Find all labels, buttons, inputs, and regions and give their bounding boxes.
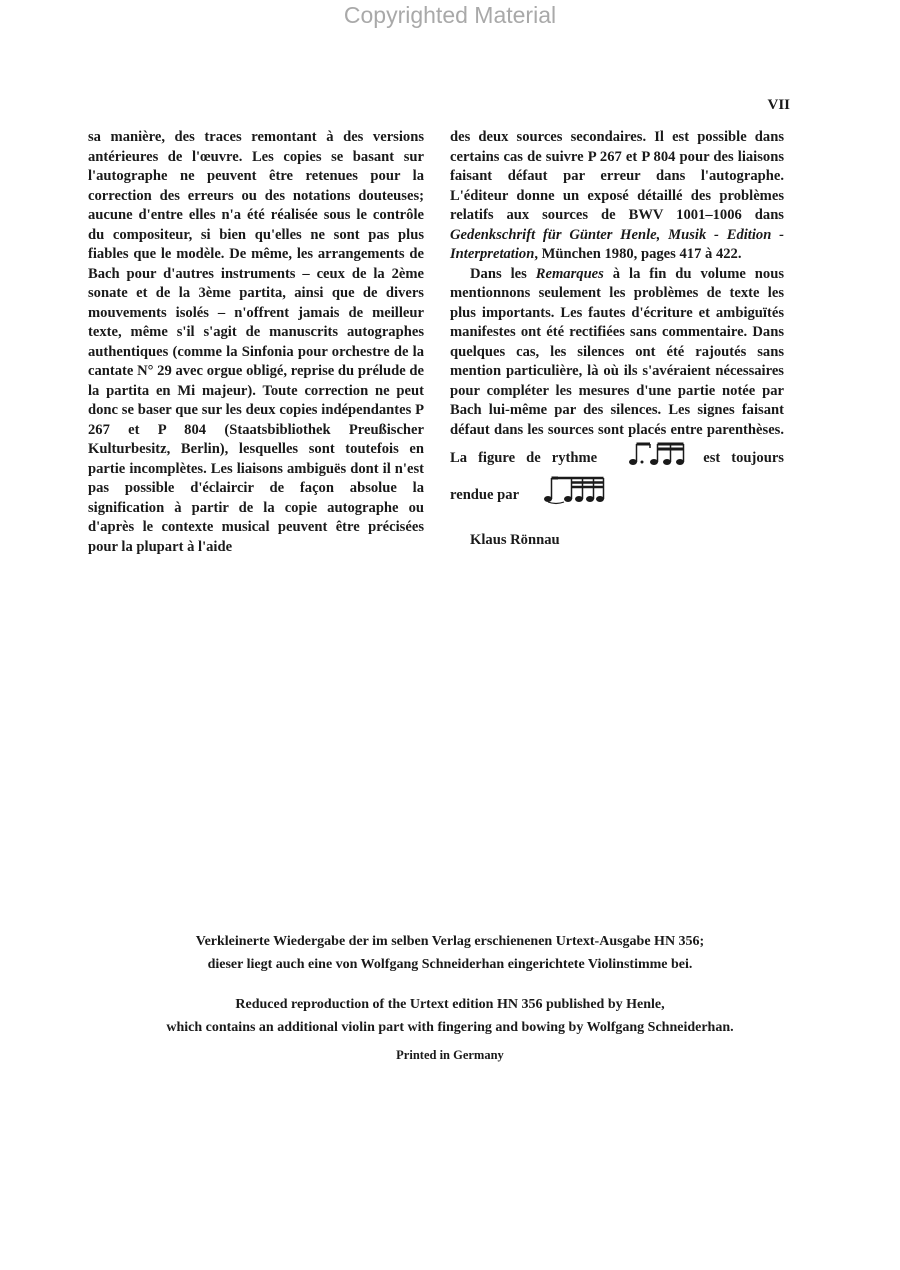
author-signature: Klaus Rönnau xyxy=(470,532,560,548)
page-number: VII xyxy=(767,97,790,113)
rhythm-figure-icon xyxy=(608,440,692,475)
right-p1-end: , München 1980, pages 417 à 422. xyxy=(534,246,742,262)
footer-english-line-1: Reduced reproduction of the Urtext edition HN 356 published by Henle, xyxy=(235,997,665,1012)
rhythm-rendering-icon xyxy=(522,475,606,512)
printed-in-germany: Printed in Germany xyxy=(396,1048,504,1062)
right-paragraph-2 xyxy=(450,265,784,512)
footer-german-line-1: Verkleinerte Wiedergabe der im selben Verlag erschienenen Urtext-Ausgabe HN 356; xyxy=(195,934,705,949)
footer-german xyxy=(60,930,840,976)
left-paragraph: sa manière, des traces remontant à des versions antérieures de l'œuvre. Les copies se basant sur l'autographe ne peuvent être retenues pour la correction des erreurs ou des notations douteuses; aucune d'entre elles n'a été réalisée sous le contrôle du compositeur, si bien qu'elles ne sont pas plus fiables que le modèle. De même, les arrangements de Bach pour d'autres instruments – ceux de la 2ème sonate et de la 3ème partita, ainsi que de divers mouvements isolés – n'offrent jamais de meilleur texte, même s'il s'agit de manuscrits autographes authentiques (comme la Sinfonia pour orchestre de la cantate N° 29 avec orgue obligé, reprise du prélude de la partita en Mi majeur). Toute correction ne peut donc se baser que sur les deux copies indépendantes P 267 et P 804 (Staatsbibliothek Preußischer Kulturbesitz, Berlin), lesquelles sont toutefois en partie incomplètes. Les liaisons ambiguës dont il n'est pas possible d'éclaircir de façon absolue la signification à partir de la copie autographe ou d'après le contexte musical peuvent être précisées pour la plupart à l'aide xyxy=(88,129,424,555)
right-column xyxy=(450,128,784,551)
right-p1-text: des deux sources secondaires. Il est possible dans certains cas de suivre P 267 et P 804 pour des liaisons faisant défaut par erreur dans l'autographe. L'éditeur donne un exposé détaillé des problèmes relatifs aux sources de BWV 1001–1006 dans xyxy=(450,129,784,223)
footer-english xyxy=(60,993,840,1039)
right-p2-text: à la fin du volume nous mentionnons seulement les problèmes de texte les plus importants. Les fautes d'écriture et ambiguïtés manifestes ont été rectifiées sans commentaire. Dans quelques cas, les silences ont été rajoutés sans mention particulière, là où ils s'avéraient nécessaires pour compléter les mesures d'une partie notée par Bach lui-même par des silences. Les signes faisant défaut dans les sources sont placés entre parenthèses. La figure de rythme xyxy=(450,265,785,466)
footer-german-line-2: dieser liegt auch eine von Wolfgang Schneiderhan eingerichtete Violinstimme bei. xyxy=(207,957,693,972)
footer-english-line-2: which contains an additional violin part with fingering and bowing by Wolfgang Schneiderhan. xyxy=(166,1020,734,1035)
right-p2-mid: est toujours rendue par xyxy=(450,450,784,503)
right-p1-italic: Gedenkschrift für Günter Henle, Musik - Edition - Interpretation xyxy=(450,226,784,262)
right-paragraph-1 xyxy=(450,128,784,265)
right-p2-start: Dans les xyxy=(470,265,536,282)
right-p2-italic: Remarques xyxy=(535,265,604,282)
watermark: Copyrighted Material xyxy=(343,2,557,28)
left-column xyxy=(88,128,424,557)
footer-printed xyxy=(60,1044,840,1067)
